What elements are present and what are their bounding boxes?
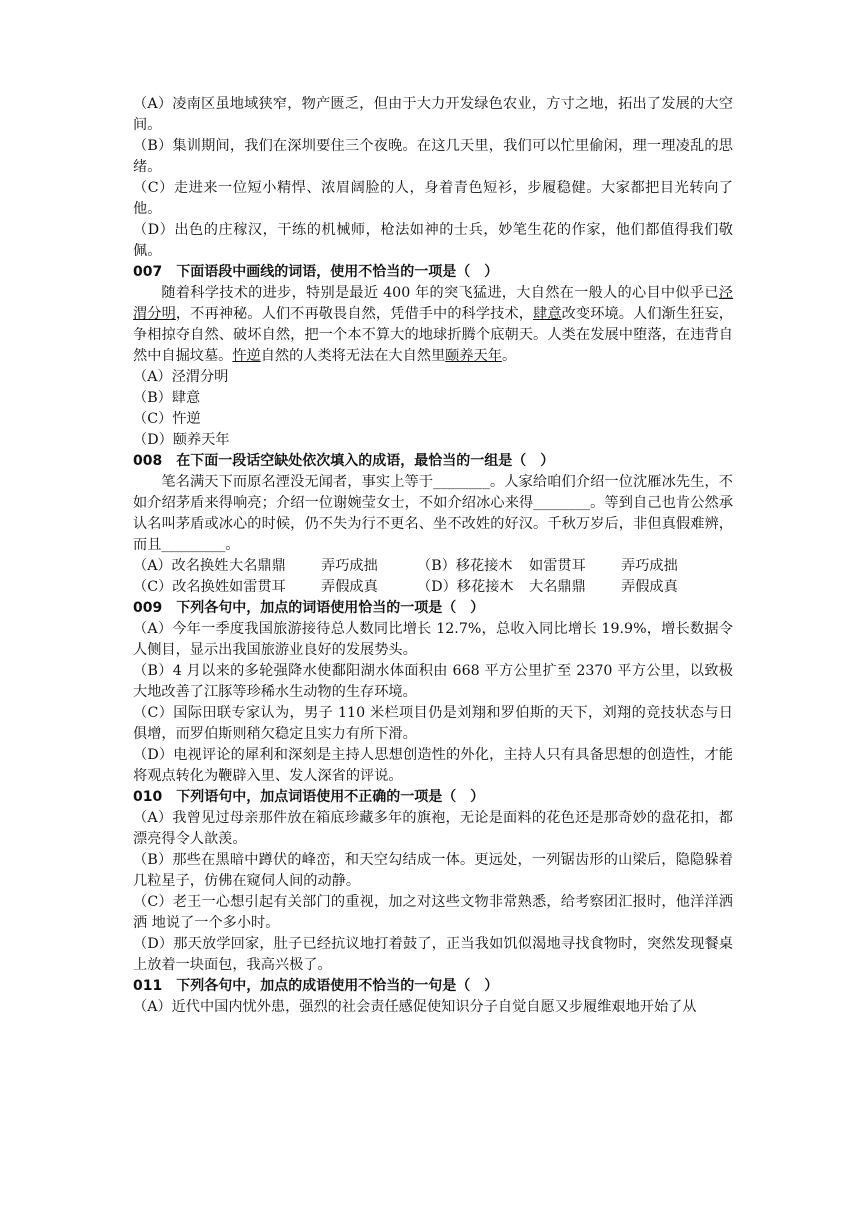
q11-title: 011 下列各句中，加点的成语使用不恰当的一句是（ ） <box>133 978 499 994</box>
q8-row2-cell-2: 如雷贯耳 <box>229 579 286 595</box>
q7-option-a: （A）泾渭分明 <box>133 369 229 385</box>
q8-row1-cell-6: 弄巧成拙 <box>621 558 678 574</box>
q7-passage-part3: 改变环境。人们渐生狂妄，争相掠夺自然、破坏自然，把一个本不算大的地球折腾个底朝天。人类在发展中堕落，在违背自然中自掘坟墓。 <box>133 306 733 364</box>
q8-row1-cell-1: （A）改名换姓 <box>133 558 229 574</box>
q8-row2-cell-6: 弄假成真 <box>621 579 678 595</box>
q8-title: 008 在下面一段话空缺处依次填入的成语，最恰当的一组是（ ） <box>133 453 555 469</box>
q10-option-c: （C）老王一心想引起有关部门的重视，加之对这些文物非常熟悉，给考察团汇报时，他洋洋洒洒 地说了一个多小时。 <box>133 894 733 931</box>
q11-option-a: （A）近代中国内忧外患，强烈的社会责任感促使知识分子自觉自愿又步履维艰地开始了从 <box>133 999 697 1015</box>
q10-option-a: （A）我曾见过母亲那件放在箱底珍藏多年的旗袍，无论是面料的花色还是那奇妙的盘花扣，都漂亮得令人歆羡。 <box>133 810 733 847</box>
document-page <box>133 94 733 1018</box>
q7-passage-part1: 随着科学技术的进步，特别是最近 400 年的突飞猛进，大自然在一般人的心目中似乎已 <box>161 285 719 301</box>
q6-option-d: （D）出色的庄稼汉，干练的机械师，枪法如神的士兵，妙笔生花的作家，他们都值得我们敬佩。 <box>133 222 733 259</box>
q7-underline-3: 忤逆 <box>232 348 261 364</box>
q8-row1-cell-2: 大名鼎鼎 <box>229 558 286 574</box>
q10-option-d: （D）那天放学回家，肚子已经抗议地打着鼓了，正当我如饥似渴地寻找食物时，突然发现餐桌上放着一块面包，我高兴极了。 <box>133 936 733 973</box>
q8-row2-cell-5: 大名鼎鼎 <box>529 579 586 595</box>
q6-option-c: （C）走进来一位短小精悍、浓眉阔脸的人，身着青色短衫，步履稳健。大家都把目光转向了他。 <box>133 180 733 217</box>
q7-passage <box>133 283 733 367</box>
q8-row2-cell-3: 弄假成真 <box>321 579 378 595</box>
q8-row2-cell-4: （D）移花接木 <box>417 579 514 595</box>
q7-option-d: （D）颐养天年 <box>133 432 230 448</box>
q9-title: 009 下列各句中，加点的词语使用恰当的一项是（ ） <box>133 600 485 616</box>
q7-passage-part4: 自然的人类将无法在大自然里 <box>260 348 446 364</box>
q7-passage-part5: 。 <box>501 348 517 364</box>
q8-row1-cell-5: 如雷贯耳 <box>529 558 586 574</box>
q7-underline-2: 肆意 <box>533 306 562 322</box>
q8-row1-cell-3: 弄巧成拙 <box>321 558 378 574</box>
q10-option-b: （B）那些在黑暗中蹲伏的峰峦，和天空勾结成一体。更远处，一列锯齿形的山梁后，隐隐躲着几粒星子，仿佛在窥伺人间的动静。 <box>133 852 733 889</box>
q9-option-c: （C）国际田联专家认为，男子 110 米栏项目仍是刘翔和罗伯斯的天下，刘翔的竞技状态与日俱增，而罗伯斯则稍欠稳定且实力有所下滑。 <box>133 705 733 742</box>
q7-option-b: （B）肆意 <box>133 390 201 406</box>
q6-option-b: （B）集训期间，我们在深圳要住三个夜晚。在这几天里，我们可以忙里偷闲，理一理凌乱的思绪。 <box>133 138 733 175</box>
q7-underline-4: 颐养天年 <box>445 348 502 364</box>
q8-row1-cell-4: （B）移花接木 <box>417 558 513 574</box>
q6-option-a: （A）凌南区虽地域狭窄，物产匮乏，但由于大力开发绿色农业，方寸之地，拓出了发展的大空间。 <box>133 96 733 133</box>
q8-options-row-2 <box>133 577 733 598</box>
q7-option-c: （C）忤逆 <box>133 411 201 427</box>
q7-passage-part2: ，不再神秘。人们不再敬畏自然，凭借手中的科学技术， <box>175 306 534 322</box>
q10-title: 010 下列语句中，加点词语使用不正确的一项是（ ） <box>133 789 485 805</box>
q8-passage: 笔名满天下而原名湮没无闻者，事实上等于________。人家给咱们介绍一位沈雁冰先生，不如介绍茅盾来得响亮；介绍一位谢婉莹女士，不如介绍冰心来得________。等到自己也肯公然承认名叫茅盾或冰心的时候，仍不失为行不更名、坐不改姓的好汉。千秋万岁后，非但真假难辨，而且_________。 <box>133 474 733 553</box>
q8-options-row-1 <box>133 556 733 577</box>
q7-title: 007 下面语段中画线的词语，使用不恰当的一项是（ ） <box>133 264 499 280</box>
q8-row2-cell-1: （C）改名换姓 <box>133 579 229 595</box>
q9-option-b: （B）4 月以来的多轮强降水使鄱阳湖水体面积由 668 平方公里扩至 2370 平方公里，以致极大地改善了江豚等珍稀水生动物的生存环境。 <box>133 663 733 700</box>
q9-option-d: （D）电视评论的犀利和深刻是主持人思想创造性的外化，主持人只有具备思想的创造性，才能将观点转化为鞭辟入里、发人深省的评说。 <box>133 747 733 784</box>
q7-underline-1: 泾渭分明 <box>133 285 733 322</box>
q9-option-a: （A）今年一季度我国旅游接待总人数同比增长 12.7%，总收入同比增长 19.9%，增长数据令人侧目，显示出我国旅游业良好的发展势头。 <box>133 621 733 658</box>
